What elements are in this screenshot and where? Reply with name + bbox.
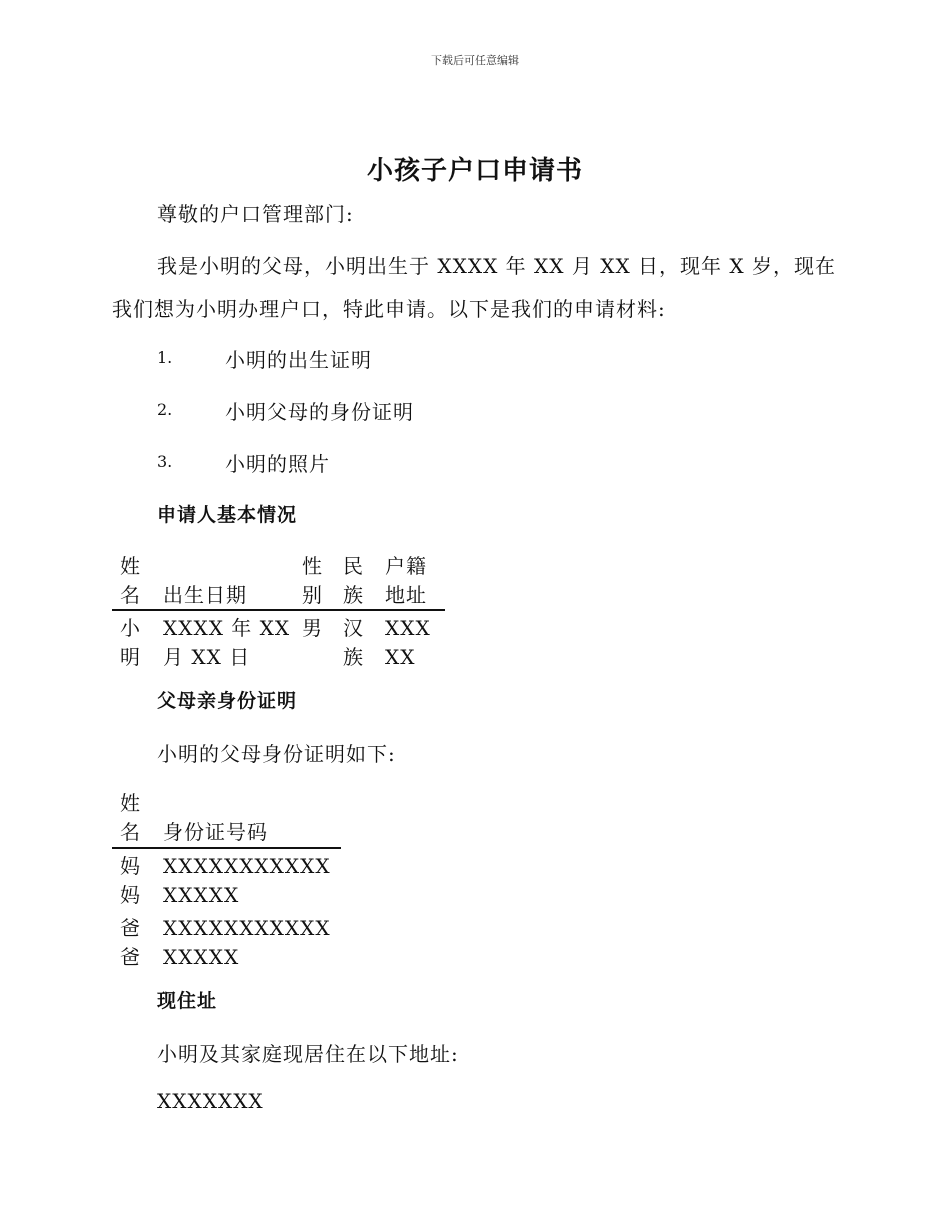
intro-line-1: 我是小明的父母，小明出生于 XXXX 年 XX 月 XX 日，现年 X 岁，现在 xyxy=(157,254,837,278)
residence-intro: 小明及其家庭现居住在以下地址: xyxy=(157,1042,459,1066)
residence-address: XXXXXXX xyxy=(157,1089,264,1113)
list-item-number: 1. xyxy=(157,348,173,367)
intro-line-2: 我们想为小明办理户口，特此申请。以下是我们的申请材料: xyxy=(112,297,666,321)
table-header-rule xyxy=(112,609,445,611)
table-cell-id: XXXXXXXXXXX XXXXX xyxy=(163,916,331,969)
table-header-name: 姓 名 xyxy=(120,791,141,844)
list-item: 小明父母的身份证明 xyxy=(225,400,414,424)
document-title: 小孩子户口申请书 xyxy=(366,156,583,186)
table-header-ethnicity: 民 族 xyxy=(343,554,364,607)
applicant-heading: 申请人基本情况 xyxy=(157,504,298,526)
table-header-gender: 性 别 xyxy=(302,554,323,607)
table-cell-birth: XXXX 年 XX 月 XX 日 xyxy=(163,616,291,669)
parents-intro: 小明的父母身份证明如下: xyxy=(157,742,396,766)
parents-heading: 父母亲身份证明 xyxy=(157,690,298,712)
page-header: 下载后可任意编辑 xyxy=(431,54,519,67)
table-header-rule xyxy=(112,847,341,849)
table-cell-name: 妈 妈 xyxy=(120,854,141,907)
table-cell-name: 爸 爸 xyxy=(120,916,141,969)
residence-heading: 现住址 xyxy=(157,990,218,1012)
list-item: 小明的照片 xyxy=(225,452,330,476)
table-header-name: 姓 名 xyxy=(120,554,141,607)
table-cell-address: XXX XX xyxy=(385,616,431,669)
table-cell-gender: 男 xyxy=(302,616,323,640)
table-header-birth: 出生日期 xyxy=(163,583,247,607)
table-header-id: 身份证号码 xyxy=(163,820,268,844)
table-cell-id: XXXXXXXXXXX XXXXX xyxy=(163,854,331,907)
list-item: 小明的出生证明 xyxy=(225,348,372,372)
list-item-number: 3. xyxy=(157,452,173,471)
salutation: 尊敬的户口管理部门: xyxy=(157,202,354,226)
table-cell-ethnicity: 汉 族 xyxy=(343,616,364,669)
list-item-number: 2. xyxy=(157,400,173,419)
table-cell-name: 小 明 xyxy=(120,616,141,669)
table-header-address: 户籍 地址 xyxy=(385,554,427,607)
